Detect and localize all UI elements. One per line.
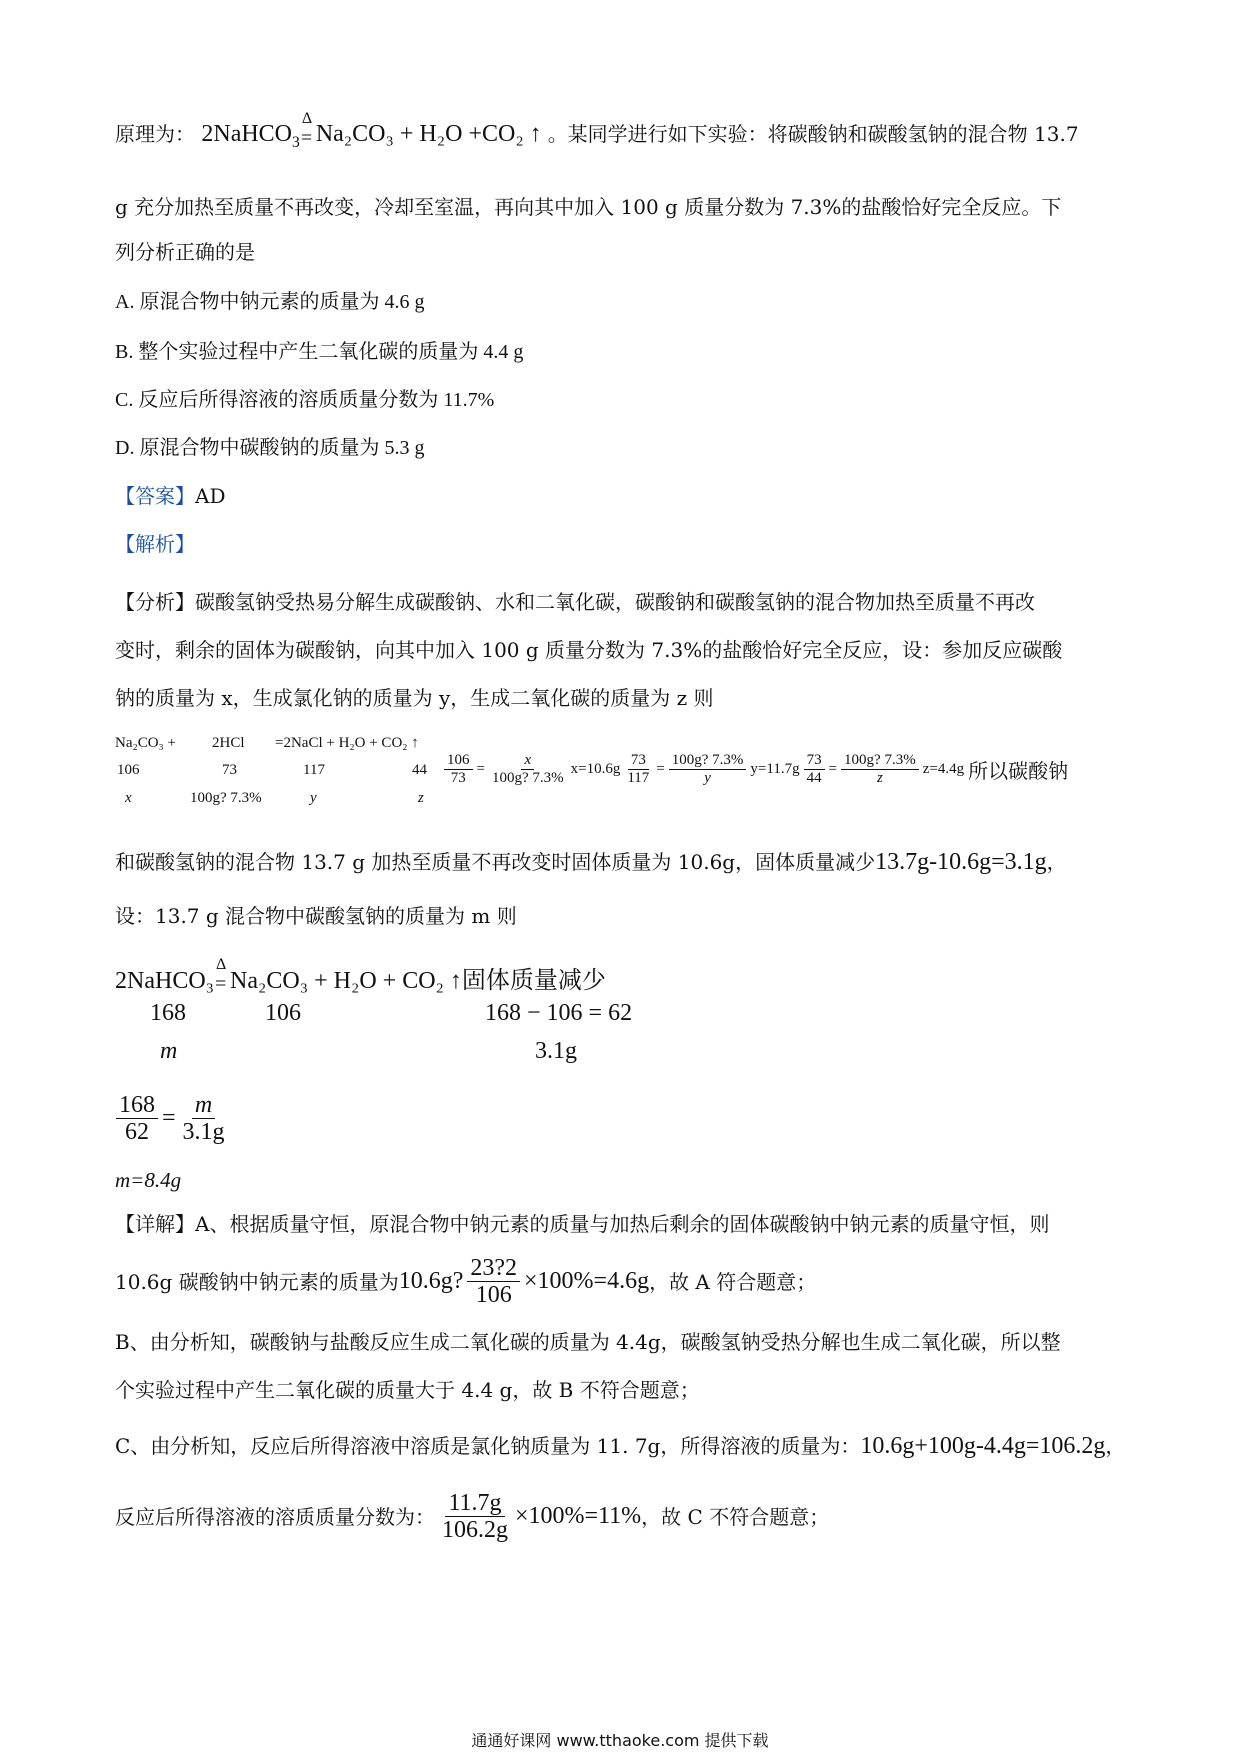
result-y: y=11.7g [750,760,800,777]
rxn1-unknown-y: y [310,790,317,806]
option-b: B. 整个实验过程中产生二氧化碳的质量为 4.4 g [115,341,524,363]
detail-paragraph-4: 个实验过程中产生二氧化碳的质量大于 4.4 g，故 B 不符合题意； [115,1378,700,1402]
frac1-right: $\frac{x}{100g? 7.3\%}$ [491,752,564,786]
frac3-left: $\frac{73}{44}$ [804,752,825,786]
rxn1-tail-text: 所以碳酸钠 [968,758,1069,783]
question-intro [115,110,1079,153]
proportion-right: $\frac{m}{3.1g}$ [182,1092,225,1146]
rxn1-mass-4: 44 [412,762,427,778]
mass-fraction: $\frac{11.7g}{106.2g}$ [442,1490,508,1544]
sodium-fraction: $\frac{23?2}{106}$ [467,1255,520,1309]
rxn1-mass-1: 106 [117,762,140,778]
detail-paragraph-6: 反应后所得溶液的溶质质量分数为： $\frac{11.7g}{106.2g}$ ×100%=11% ，故 C 不符合题意； [115,1490,830,1544]
detail-paragraph-2: 10.6g 碳酸钠中钠元素的质量为 10.6g? $\frac{23?2}{106}$ ×100%=4.6g ，故 A 符合题意； [115,1255,817,1309]
result-x: x=10.6g [570,760,621,777]
rxn1-unknown-z: z [418,790,424,806]
detail-paragraph-5: C、由分析知，反应后所得溶液中溶质是氯化钠质量为 11. 7g，所得溶液的质量为：10.6g+100g-4.4g=106.2g， [115,1433,1126,1459]
analysis-paragraph-4: 和碳酸氢钠的混合物 13.7 g 加热至质量不再改变时固体质量为 10.6g，固体质量减少13.7g-10.6g=3.1g， [115,849,1067,875]
proportion-left: $\frac{168}{62}$ [116,1092,158,1146]
rxn2-mass-na2co3: 106 [265,1000,301,1026]
frac2-right: $\frac{100g? 7.3\%}{y}$ [669,752,747,786]
option-a: A. 原混合物中钠元素的质量为 4.6 g [115,291,425,313]
rxn1-mass-2: 73 [222,762,237,778]
rxn2-mass-nahco3: 168 [150,1000,186,1026]
option-c: C. 反应后所得溶液的溶质质量分数为 11.7% [115,389,495,411]
answer-label: 【答案】 [115,484,195,508]
option-d: D. 原混合物中碳酸钠的质量为 5.3 g [115,437,425,459]
page-footer: 通通好课网 www.tthaoke.com 提供下载 [471,1731,769,1750]
rxn1-term-2: 2HCl [212,735,245,751]
frac1-left: $\frac{106}{73}$ [444,752,473,786]
rxn1-mass-3: 117 [303,762,325,778]
decomposition-equation: 2NaHCO$_3$ Δ = Na₂CO₃ + H₂O +CO₂ ↑ [201,110,542,151]
rxn2-unknown-m: m [160,1038,178,1064]
analysis-paragraph-1: 【分析】碳酸氢钠受热易分解生成碳酸钠、水和二氧化碳，碳酸钠和碳酸氢钠的混合物加热至质量不再改 [115,590,1035,614]
proportion-equation: $\frac{168}{62}$ = $\frac{m}{3.1g}$ [112,1092,232,1146]
question-line-3: 列分析正确的是 [115,240,255,264]
analysis-label: 【解析】 [115,532,195,556]
answer-line [115,484,225,508]
answer-value: AD [195,484,226,508]
m-result: m=8.4g [115,1168,182,1192]
rxn1-term-3: =2NaCl + H₂O + CO₂ ↑ [275,735,419,751]
question-prefix: 原理为： [115,122,195,146]
solution-mass-calc: 10.6g+100g-4.4g=106.2g [860,1433,1106,1459]
rxn1-term-1: Na₂CO₃ + [115,735,176,751]
analysis-paragraph-2: 变时，剩余的固体为碳酸钠，向其中加入 100 g 质量分数为 7.3%的盐酸恰好完全反应，设：参加反应碳酸 [115,638,1063,662]
frac2-left: $\frac{73}{117}$ [627,752,650,786]
question-suffix: 。某同学进行如下实验：将碳酸钠和碳酸氢钠的混合物 13.7 [547,122,1079,146]
detail-paragraph-3: B、由分析知，碳酸钠与盐酸反应生成二氧化碳的质量为 4.4g，碳酸氢钠受热分解也生成二氧化碳，所以整 [115,1330,1061,1354]
rxn1-unknown-x: x [125,790,132,806]
heat-equals-sign-2: Δ = [215,956,227,996]
rxn1-proportions: $\frac{106}{73}$ = $\frac{x}{100g? 7.3\%}$ x=10.6g $\frac{73}{117}$ = $\frac{100g? 7.3\%}{y}$ y=11.7g $\frac{73}{44}$ = $\frac{100g? 7.3\%}{z}$ z=4.4g 所以碳酸钠 [440,752,1068,786]
mass-loss-calc: 13.7g-10.6g=3.1g [875,849,1047,875]
frac3-right: $\frac{100g? 7.3\%}{z}$ [841,752,919,786]
heat-equals-sign: Δ = [300,110,313,150]
analysis-paragraph-3: 钠的质量为 x，生成氯化钠的质量为 y，生成二氧化碳的质量为 z 则 [115,686,714,710]
rxn2-mass-loss-ratio: 168 − 106 = 62 [485,1000,633,1026]
analysis-paragraph-5: 设：13.7 g 混合物中碳酸氢钠的质量为 m 则 [115,904,517,928]
question-line-2: g 充分加热至质量不再改变，冷却至室温，再向其中加入 100 g 质量分数为 7.3%的盐酸恰好完全反应。下 [115,195,1062,219]
detail-paragraph-1: 【详解】A、根据质量守恒，原混合物中钠元素的质量与加热后剩余的固体碳酸钠中钠元素的质量守恒，则 [115,1212,1050,1236]
rxn1-hcl-mass: 100g? 7.3% [190,790,262,806]
rxn2-equation: 2NaHCO₃ Δ = Na₂CO₃ + H₂O + CO₂ ↑固体质量减少 [115,956,606,996]
rxn2-actual-loss: 3.1g [535,1038,577,1064]
result-z: z=4.4g [922,760,965,777]
